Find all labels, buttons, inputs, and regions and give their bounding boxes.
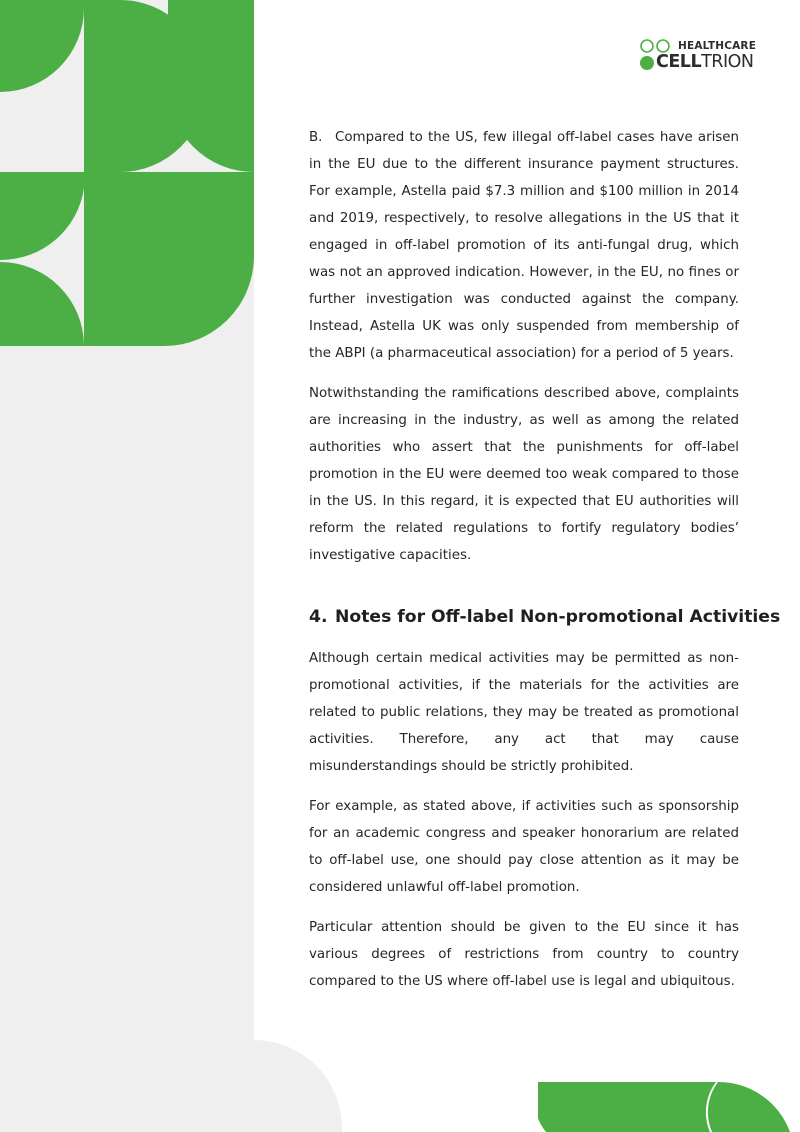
- logo-celltrion-text: CELLTRION: [656, 52, 754, 72]
- paragraph-b: [309, 124, 739, 367]
- section-title: Notes for Off-label Non-promotional Activities: [335, 607, 781, 627]
- logo-healthcare-text: HEALTHCARE: [678, 40, 757, 52]
- paragraph-text: Compared to the US, few illegal off-label cases have arisen in the EU due to the different insurance payment structures. For example, Astella paid $7.3 million and $100 million in 2014 and 2019, respectively, to resolve allegations in the US that it engaged in off-label promotion of its anti-fungal drug, which was not an approved indication. However, in the EU, no fines or further investigation was conducted against the company. Instead, Astella UK was only suspended from membership of the ABPI (a pharmaceutical association) for a period of 5 years.: [309, 130, 739, 361]
- section-number: 4.: [309, 607, 328, 627]
- celltrion-healthcare-logo: [638, 38, 768, 74]
- paragraph-label: B.: [309, 130, 323, 145]
- green-bottom-decoration: [538, 1082, 800, 1132]
- main-content: [309, 124, 781, 1008]
- section-heading: [309, 603, 781, 631]
- paragraph: For example, as stated above, if activities such as sponsorship for an academic congress and speaker honorarium are related to off-label use, one should pay close attention as it may be considered unlawful off-label promotion.: [309, 799, 739, 895]
- gray-band-bottom-curve: [254, 1040, 342, 1132]
- paragraph: Although certain medical activities may be permitted as non-promotional activities, if the materials for the activities are related to public relations, they may be treated as promotional activities. Therefore, any act that may cause misunderstandings should be strictly prohibited.: [309, 651, 739, 774]
- paragraph: Particular attention should be given to the EU since it has various degrees of restrictions from country to country compared to the US where off-label use is legal and ubiquitous.: [309, 920, 739, 989]
- paragraph: Notwithstanding the ramifications described above, complaints are increasing in the industry, as well as among the related authorities who assert that the punishments for off-label promotion in the EU were deemed too weak compared to those in the US. In this regard, it is expected that EU authorities will reform the related regulations to fortify regulatory bodies’ investigative capacities.: [309, 386, 739, 563]
- green-geometric-decoration: [0, 0, 254, 348]
